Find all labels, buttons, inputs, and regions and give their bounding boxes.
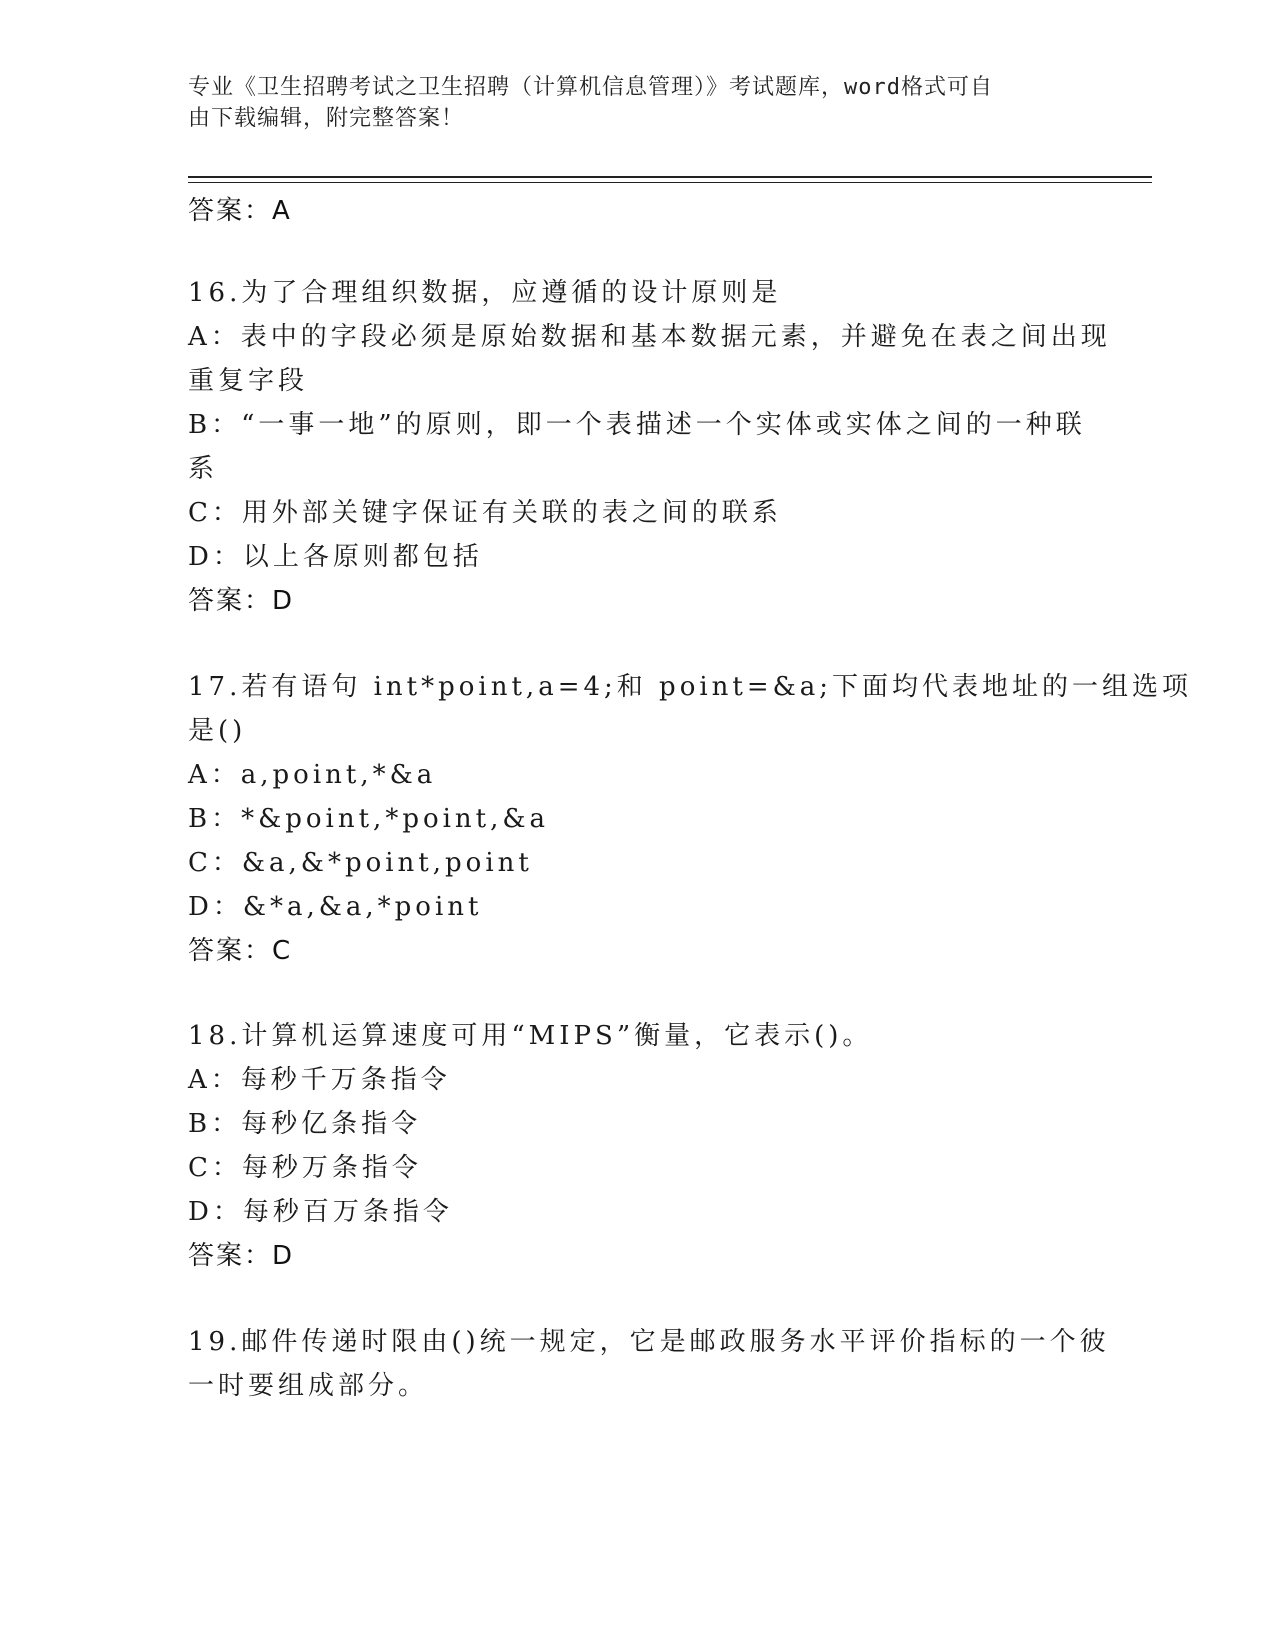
question-17-option-c: C：&a,&*point,point (188, 848, 533, 878)
question-17-option-d: D：&*a,&a,*point (188, 892, 483, 922)
header-divider-thin (188, 182, 1152, 183)
question-18-stem: 18.计算机运算速度可用“MIPS”衡量，它表示()。 (188, 1021, 873, 1051)
question-16-option-d: D：以上各原则都包括 (188, 542, 483, 572)
question-18-option-d: D：每秒百万条指令 (188, 1197, 453, 1227)
question-16-option-b-cont: 系 (188, 454, 219, 484)
header-divider-thick (188, 176, 1152, 178)
question-17-option-a: A：a,point,*&a (188, 760, 437, 790)
question-18-option-b: B：每秒亿条指令 (188, 1109, 422, 1139)
question-18-answer: 答案：D (188, 1241, 295, 1271)
question-17-option-b: B：*&point,*point,&a (188, 804, 550, 834)
question-16-option-a-cont: 重复字段 (188, 366, 309, 396)
answer-line: 答案：A (188, 196, 292, 226)
header-line-2: 由下载编辑，附完整答案！ (188, 106, 465, 131)
question-17-answer: 答案：C (188, 936, 293, 966)
question-16-option-c: C：用外部关键字保证有关联的表之间的联系 (188, 498, 782, 528)
question-19-stem-cont: 一时要组成部分。 (188, 1371, 429, 1401)
question-16-answer: 答案：D (188, 586, 295, 616)
question-18-option-c: C：每秒万条指令 (188, 1153, 422, 1183)
question-16-stem: 16.为了合理组织数据，应遵循的设计原则是 (188, 278, 782, 308)
question-16-option-b: B：“一事一地”的原则，即一个表描述一个实体或实体之间的一种联 (188, 410, 1086, 440)
question-17-stem: 17.若有语句 int*point,a=4;和 point=&a;下面均代表地址的一组选项 (188, 672, 1193, 702)
question-17-stem-cont: 是() (188, 716, 247, 746)
question-18-option-a: A：每秒千万条指令 (188, 1065, 451, 1095)
question-16-option-a: A：表中的字段必须是原始数据和基本数据元素，并避免在表之间出现 (188, 322, 1111, 352)
question-19-stem: 19.邮件传递时限由()统一规定，它是邮政服务水平评价指标的一个彼 (188, 1327, 1110, 1357)
header-line-1: 专业《卫生招聘考试之卫生招聘（计算机信息管理）》考试题库，word格式可自 (188, 75, 993, 100)
document-header (188, 72, 1068, 134)
